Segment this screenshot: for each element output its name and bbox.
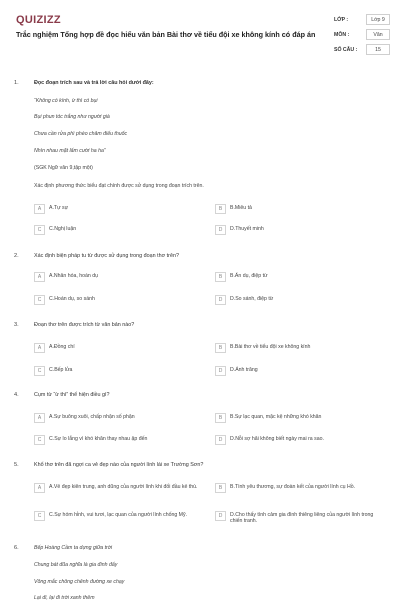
option-c[interactable] bbox=[34, 510, 204, 524]
option-a[interactable] bbox=[34, 271, 204, 285]
option-b[interactable] bbox=[215, 271, 385, 285]
option-a[interactable] bbox=[34, 342, 204, 356]
option-d[interactable] bbox=[215, 224, 385, 238]
option-a[interactable] bbox=[34, 203, 204, 217]
option-b[interactable] bbox=[215, 482, 385, 496]
question-prompt: Khổ thơ trên đã ngợi ca vẻ đẹp nào của người lính lái xe Trường Sơn? bbox=[34, 462, 204, 468]
option-letter: C bbox=[34, 225, 45, 235]
option-letter: C bbox=[34, 435, 45, 445]
option-letter: C bbox=[34, 295, 45, 305]
option-letter: B bbox=[215, 343, 226, 353]
meta-class-label: LỚP : bbox=[334, 16, 349, 23]
quizizz-logo: QUIZIZZ bbox=[16, 14, 61, 26]
option-d[interactable] bbox=[215, 294, 385, 308]
meta-count-label: SỐ CÂU : bbox=[334, 46, 358, 53]
option-text: A.Sự buông xuôi, chấp nhận số phận bbox=[49, 414, 135, 420]
question-number: 1. bbox=[14, 80, 19, 86]
question-prompt: Xác định biện pháp tu từ được sử dụng trong đoạn thơ trên? bbox=[34, 253, 179, 259]
question-instruction: Xác định phương thức biểu đạt chính được sử dụng trong đoạn trích trên. bbox=[34, 183, 204, 189]
option-letter: D bbox=[215, 225, 226, 235]
option-letter: D bbox=[215, 295, 226, 305]
question-number: 2. bbox=[14, 253, 19, 259]
question-number: 3. bbox=[14, 322, 19, 328]
option-b[interactable] bbox=[215, 203, 385, 217]
option-text: A.Tự sự bbox=[49, 205, 69, 211]
option-a[interactable] bbox=[34, 482, 204, 496]
option-letter: D bbox=[215, 511, 226, 521]
option-text: A.Đồng chí bbox=[49, 344, 75, 350]
option-text: B.Ẩn dụ, điệp từ bbox=[230, 273, 268, 279]
option-letter: A bbox=[34, 483, 45, 493]
poem-line: Chưa cần rửa phì phèo châm điếu thuốc bbox=[34, 131, 128, 137]
option-b[interactable] bbox=[215, 412, 385, 426]
source-citation: (SGK Ngữ văn 9,tập một) bbox=[34, 165, 93, 171]
option-letter: B bbox=[215, 413, 226, 423]
meta-subject-row bbox=[334, 27, 390, 42]
question-prompt: Đoạn thơ trên được trích từ văn bản nào? bbox=[34, 322, 135, 328]
question-number: 4. bbox=[14, 392, 19, 398]
option-c[interactable] bbox=[34, 294, 204, 308]
option-text: B.Bài thơ về tiểu đội xe không kính bbox=[230, 344, 311, 350]
option-letter: C bbox=[34, 511, 45, 521]
page-header bbox=[0, 0, 400, 70]
option-letter: B bbox=[215, 204, 226, 214]
option-text: A.Nhân hóa, hoán dụ bbox=[49, 273, 99, 279]
option-d[interactable] bbox=[215, 365, 385, 379]
option-c[interactable] bbox=[34, 434, 204, 448]
option-d[interactable] bbox=[215, 434, 385, 448]
meta-count-value: 15 bbox=[366, 44, 390, 55]
question-number: 6. bbox=[14, 545, 19, 551]
option-text: C.Nghị luận bbox=[49, 226, 77, 232]
option-d[interactable] bbox=[215, 510, 385, 524]
question-prompt: Cụm từ “ừ thì” thể hiện điều gì? bbox=[34, 392, 110, 398]
option-text: B.Tình yêu thương, sự đoàn kết của người lính cụ Hồ. bbox=[230, 484, 356, 490]
option-letter: C bbox=[34, 366, 45, 376]
option-letter: B bbox=[215, 483, 226, 493]
poem-line: Nhìn nhau mặt lấm cười ha ha” bbox=[34, 148, 106, 154]
poem-line: Lại đi, lại đi trời xanh thêm bbox=[34, 595, 95, 600]
option-text: D.Ánh trăng bbox=[230, 367, 258, 373]
poem-line: Bếp Hoàng Cầm ta dựng giữa trời bbox=[34, 545, 113, 551]
option-letter: D bbox=[215, 366, 226, 376]
option-b[interactable] bbox=[215, 342, 385, 356]
option-letter: A bbox=[34, 204, 45, 214]
poem-line: Võng mắc chông chênh đường xe chạy bbox=[34, 579, 125, 585]
option-c[interactable] bbox=[34, 365, 204, 379]
option-text: C.Bếp lửa bbox=[49, 367, 73, 373]
option-letter: A bbox=[34, 343, 45, 353]
option-text: D.Nỗi sợ hãi không biết ngày mai ra sao. bbox=[230, 436, 324, 442]
poem-line: “Không có kính, ừ thì có bụi bbox=[34, 98, 98, 104]
meta-class-row bbox=[334, 12, 390, 27]
option-text: D.Cho thấy tình cảm gia đình thiêng liêng của người lính trong chiến tranh. bbox=[230, 512, 374, 525]
option-letter: B bbox=[215, 272, 226, 282]
meta-class-value: Lớp 9 bbox=[366, 14, 390, 25]
page-title: Trắc nghiệm Tổng hợp đề đọc hiểu văn bản Bài thơ về tiểu đội xe không kính có đáp án bbox=[16, 30, 316, 39]
option-text: D.Thuyết minh bbox=[230, 226, 264, 232]
question-prompt: Đọc đoạn trích sau và trả lời câu hỏi dưới đây: bbox=[34, 80, 154, 86]
poem-line: Bụi phun tóc trắng như người già bbox=[34, 114, 110, 120]
option-letter: A bbox=[34, 272, 45, 282]
option-text: C.Sự lo lắng vì khó khăn thay nhau ập đến bbox=[49, 436, 148, 442]
option-text: A.Vẻ đẹp kiên trung, anh dũng của người lính khi đối đầu kẻ thù. bbox=[49, 484, 198, 490]
poem-line: Chung bát đũa nghĩa là gia đình đấy bbox=[34, 562, 118, 568]
meta-subject-label: MÔN : bbox=[334, 31, 350, 38]
meta-subject-value: Văn bbox=[366, 29, 390, 40]
option-text: D.So sánh, điệp từ bbox=[230, 296, 274, 302]
meta-count-row bbox=[334, 42, 390, 57]
option-text: B.Sự lạc quan, mặc kệ những khó khăn bbox=[230, 414, 322, 420]
option-text: B.Miêu tả bbox=[230, 205, 252, 211]
option-text: C.Sự hóm hỉnh, vui tươi, lạc quan của người lính chống Mỹ. bbox=[49, 512, 188, 518]
option-c[interactable] bbox=[34, 224, 204, 238]
question-number: 5. bbox=[14, 462, 19, 468]
option-letter: A bbox=[34, 413, 45, 423]
option-text: C.Hoán dụ, so sánh bbox=[49, 296, 95, 302]
option-a[interactable] bbox=[34, 412, 204, 426]
option-letter: D bbox=[215, 435, 226, 445]
quiz-meta bbox=[334, 12, 390, 57]
